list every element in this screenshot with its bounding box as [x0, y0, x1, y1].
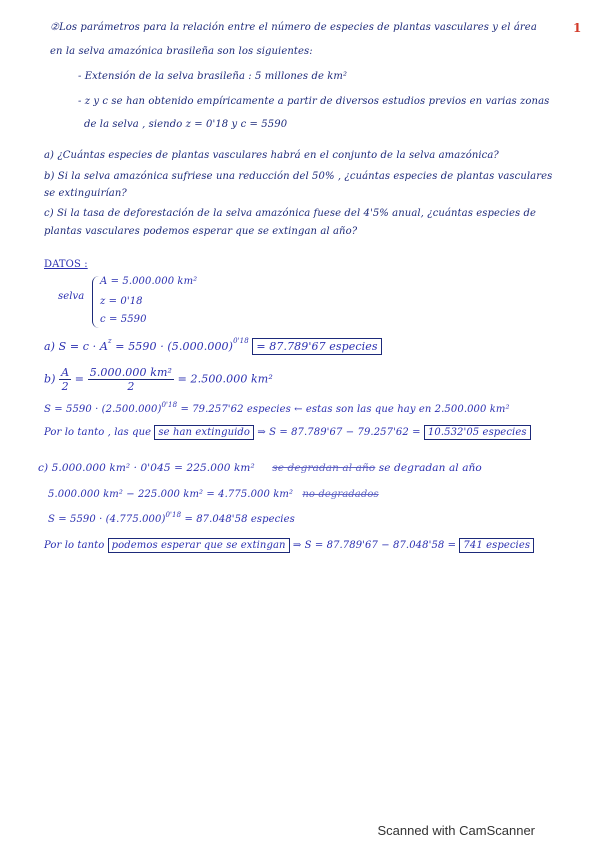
- solution-b-area: b) $\frac{A}{2}$ = $\frac{\text{5.000.000 km²}}{2}$ = 2.500.000 km²: [44, 366, 273, 393]
- solution-b-fraction-2: [88, 366, 174, 393]
- question-c-line-2: plantas vasculares podemos esperar que se extingan al año?: [44, 226, 358, 237]
- fraction-2-denominator: 2: [127, 380, 135, 393]
- problem-intro-line-1: ②Los parámetros para la relación entre el número de especies de plantas vasculares y el área: [50, 22, 537, 33]
- solution-b-fraction-1: [59, 366, 71, 393]
- solution-c-strikethrough-2: no degradados: [302, 489, 379, 500]
- solution-b-conclusion: [44, 427, 531, 438]
- datos-title: DATOS :: [44, 259, 88, 270]
- solution-c-degraded-note: se degradan al año: [378, 462, 482, 474]
- solution-c-conclusion: [44, 540, 534, 551]
- solution-a-result: = 87.789'67 especies: [252, 338, 381, 355]
- solution-c-degraded-area: c) 5.000.000 km² · 0'045 = 225.000 km²: [38, 462, 255, 474]
- datos-z: z = 0'18: [100, 296, 143, 307]
- solution-b-exponent: 0'18: [161, 401, 178, 409]
- solution-a-exponent-z: z: [107, 337, 112, 345]
- solution-c-remaining-area: 5.000.000 km² − 225.000 km² = 4.775.000 km²: [48, 489, 294, 500]
- solution-c-line-3: [48, 511, 295, 525]
- bullet-constants-1: - z y c se han obtenido empíricamente a partir de diversos estudios previos en varias zonas: [78, 96, 550, 107]
- solution-c-strikethrough-1: se degradan al año: [272, 462, 376, 474]
- scanner-watermark: Scanned with CamScanner: [377, 823, 535, 838]
- solution-b-result: 10.532'05 especies: [424, 425, 531, 440]
- fraction-1-numerator: A: [61, 366, 70, 379]
- solution-b-label: b): [44, 372, 56, 386]
- solution-b-species-formula: S = 5590 · (2.500.000): [44, 404, 162, 415]
- bullet-extension: - Extensión de la selva brasileña : 5 millones de km²: [78, 71, 348, 82]
- solution-b-subtraction: ⇒ S = 87.789'67 − 79.257'62 =: [257, 427, 421, 438]
- solution-a-substitution: = 5590 · (5.000.000): [111, 340, 234, 353]
- solution-c-subtraction: ⇒ S = 87.789'67 − 87.048'58 =: [292, 540, 457, 551]
- fraction-1-denominator: 2: [61, 380, 69, 393]
- datos-area: A = 5.000.000 km²: [100, 276, 198, 287]
- solution-b-species-value: = 79.257'62 especies: [180, 404, 291, 415]
- problem-intro-line-2: en la selva amazónica brasileña son los siguientes:: [50, 46, 313, 57]
- solution-b-species-line: [44, 401, 510, 415]
- solution-b-area-result: = 2.500.000 km²: [177, 372, 273, 386]
- datos-label-selva: selva: [58, 291, 85, 302]
- solution-c-species-formula: S = 5590 · (4.775.000): [48, 514, 166, 525]
- solution-a-exponent-value: 0'18: [233, 337, 249, 345]
- page-number: 1: [573, 21, 582, 35]
- fraction-2-numerator: 5.000.000 km²: [89, 366, 173, 379]
- solution-c-extinct-box: podemos esperar que se extingan: [108, 538, 290, 553]
- solution-b-conclusion-prefix: Por lo tanto , las que: [44, 427, 152, 438]
- solution-b-extinct-box: se han extinguido: [154, 425, 254, 440]
- solution-c-result: 741 especies: [459, 538, 534, 553]
- question-c-line-1: c) Si la tasa de deforestación de la selva amazónica fuese del 4'5% anual, ¿cuántas especies de: [44, 208, 537, 219]
- datos-brace: [92, 276, 99, 328]
- solution-c-line-1: [38, 462, 482, 474]
- bullet-constants-2: de la selva , siendo z = 0'18 y c = 5590: [84, 119, 288, 130]
- question-b-line-1: b) Si la selva amazónica sufriese una reducción del 50% , ¿cuántas especies de plantas vasculares: [44, 171, 553, 182]
- solution-a-formula: a) S = c · A: [44, 340, 108, 353]
- question-a: a) ¿Cuántas especies de plantas vasculares habrá en el conjunto de la selva amazónica?: [44, 150, 499, 161]
- question-b-line-2: se extinguirían?: [44, 188, 127, 199]
- solution-b-species-note: ← estas son las que hay en 2.500.000 km²: [294, 404, 510, 415]
- solution-c-exponent: 0'18: [165, 511, 182, 519]
- datos-c: c = 5590: [100, 314, 147, 325]
- solution-a: [44, 337, 382, 353]
- solution-c-species-value: = 87.048'58 especies: [184, 514, 295, 525]
- solution-c-conclusion-prefix: Por lo tanto: [44, 540, 105, 551]
- solution-c-line-2: [48, 489, 379, 500]
